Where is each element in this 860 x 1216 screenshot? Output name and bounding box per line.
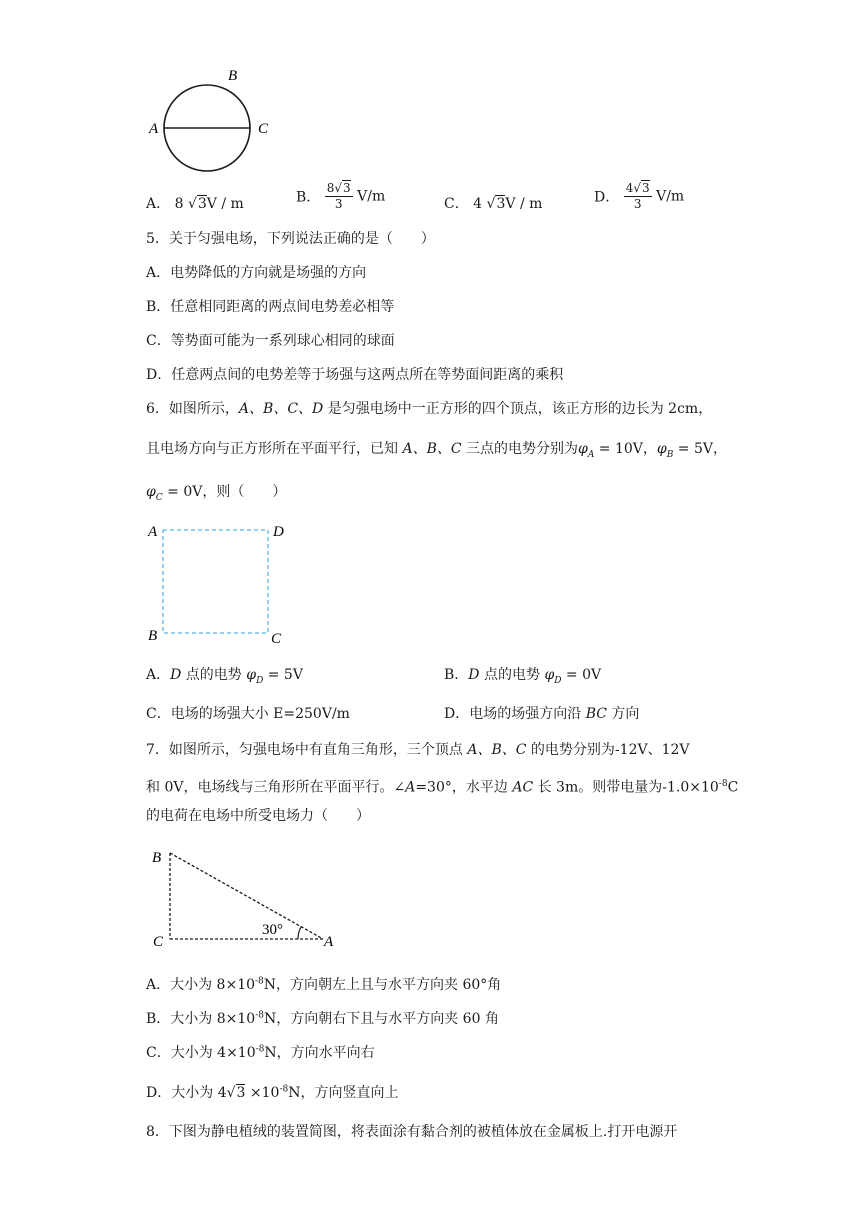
q4-option-b[interactable] (296, 181, 385, 212)
q5-option-b[interactable]: B．任意相同距离的两点间电势差必相等 (146, 299, 395, 315)
q7-text: 和 0V，电场线与三角形所在平面平行。∠ (146, 779, 406, 796)
q7-option-d-text: D．大小为 (146, 1085, 218, 1101)
angle-arc (298, 927, 301, 939)
triangle-angle-label: 30° (262, 922, 283, 938)
sqrt-icon: √ (486, 196, 496, 212)
triangle-figure (145, 843, 345, 953)
q4-option-b-unit: V/m (357, 188, 386, 205)
phi-subscript-d: D (554, 675, 562, 686)
q7-option-a-exponent: -8 (255, 976, 264, 987)
circle-label-c: C (258, 121, 269, 137)
q4-option-a[interactable] (146, 193, 244, 213)
q7-text: C (727, 779, 739, 796)
q7-option-b[interactable] (146, 1008, 499, 1028)
q6-option-d-line: BC (585, 706, 607, 722)
q4-option-d-num-coef: 4 (625, 181, 634, 195)
q6-text: 三点的电势分别为 (461, 441, 579, 457)
q7-option-b-text: B．大小为 8×10 (146, 1011, 256, 1027)
q6-stem-line3 (146, 482, 286, 508)
q5-option-d[interactable]: D．任意两点间的电势差等于场强与这两点所在等势面间距离的乘积 (146, 367, 564, 383)
q7-option-c-text: N，方向水平向右 (264, 1045, 375, 1061)
q4-option-d-den: 3 (633, 197, 642, 211)
q4-option-b-fraction (325, 181, 353, 212)
q7-text: =30°，水平边 (415, 779, 513, 796)
triangle-label-b: B (152, 850, 162, 866)
phi-symbol: φ (146, 484, 156, 500)
q6-text: 6．如图所示， (146, 401, 239, 417)
q7-option-c[interactable] (146, 1042, 375, 1062)
triangle-label-c: C (153, 934, 164, 950)
q6-option-a-label: A． (146, 667, 171, 683)
q4-option-d-unit: V/m (656, 188, 685, 205)
square-figure (140, 516, 300, 648)
square-label-a: A (148, 524, 158, 540)
q7-option-a-text: A．大小为 8×10 (146, 977, 256, 993)
q6-option-d-text: D．电场的场强方向沿 (444, 706, 586, 722)
phi-value-b: = 5V， (673, 441, 727, 457)
q6-option-d-text: 方向 (606, 706, 640, 722)
q7-stem-line1 (146, 740, 690, 760)
q7-option-a[interactable] (146, 974, 501, 994)
q7-option-b-text: N，方向朝右下且与水平方向夹 60 角 (263, 1011, 499, 1027)
q4-option-d-num-rad: 3 (641, 181, 650, 195)
phi-symbol: φ (246, 667, 257, 683)
q6-points: A、B、C、D (238, 401, 324, 417)
q7-text: 长 3m。则带电量为-1.0×10 (533, 779, 719, 796)
q5-option-a[interactable]: A．电势降低的方向就是场强的方向 (146, 265, 367, 281)
q7-option-d-coef: 4 (217, 1085, 227, 1101)
q4-option-c-unit: V / m (505, 196, 543, 212)
q7-option-a-text: N，方向朝左上且与水平方向夹 60°角 (263, 977, 502, 993)
square-outline (163, 530, 268, 633)
q7-exponent: -8 (718, 779, 728, 789)
q4-option-a-label: A． (146, 196, 171, 212)
q6-option-d[interactable] (444, 703, 639, 723)
q4-option-a-rad: 3 (197, 196, 207, 212)
q7-option-b-exponent: -8 (255, 1010, 264, 1021)
sqrt-icon: √ (226, 1085, 236, 1101)
q6-option-b-text: 点的电势 (479, 667, 545, 683)
q7-option-d-text: ×10 (245, 1085, 280, 1101)
q5-stem: 5．关于匀强电场，下列说法正确的是（ ） (146, 231, 435, 247)
q4-option-b-label: B． (296, 189, 321, 206)
q7-option-c-text: C．大小为 4×10 (146, 1045, 256, 1061)
q6-option-b-label: B． (444, 667, 469, 683)
q6-option-b-point: D (468, 667, 480, 683)
q4-option-c[interactable] (444, 193, 542, 213)
q4-option-d-label: D． (594, 189, 620, 206)
triangle-side-ba (170, 853, 323, 939)
q7-stem-line2 (146, 774, 738, 798)
circle-label-a: A (149, 121, 159, 137)
q4-option-d-fraction (624, 181, 652, 212)
q7-option-c-exponent: -8 (255, 1044, 265, 1055)
q6-text: ，则（ ） (202, 484, 287, 500)
sqrt-icon: √ (633, 181, 641, 195)
square-label-c: C (271, 631, 282, 647)
triangle-label-a: A (324, 934, 334, 950)
q6-option-a[interactable] (146, 664, 303, 686)
q7-option-d-exponent: -8 (279, 1084, 289, 1095)
q7-option-d-text: N，方向竖直向上 (288, 1085, 399, 1101)
q7-text: 的电势分别为-12V、12V (526, 742, 690, 758)
q6-option-a-text: 点的电势 (181, 667, 247, 683)
q7-side: AC (512, 779, 534, 796)
q6-option-b-value: = 0V (561, 667, 602, 683)
q7-option-d-rad: 3 (236, 1085, 246, 1101)
q8-stem-line1: 8．下图为静电植绒的装置简图，将表面涂有黏合剂的被植体放在金属板上.打开电源开 (146, 1124, 678, 1140)
q6-option-b[interactable] (444, 664, 601, 686)
square-label-b: B (148, 628, 158, 644)
q4-option-b-den: 3 (334, 197, 343, 211)
q4-option-c-label: C． (444, 196, 469, 212)
circle-label-b: B (228, 68, 238, 84)
circle-figure (140, 60, 280, 180)
q4-option-c-rad: 3 (496, 196, 506, 212)
phi-subscript-c: C (155, 492, 163, 503)
q4-option-c-coef: 4 (473, 196, 483, 212)
q6-stem-line1 (146, 399, 712, 419)
phi-value-a: = 10V， (594, 441, 657, 457)
sqrt-icon: √ (334, 181, 343, 195)
q7-stem-line3: 的电荷在电场中所受电场力（ ） (146, 808, 370, 824)
q4-option-b-num-rad: 3 (343, 181, 351, 195)
square-label-d: D (273, 524, 284, 540)
sqrt-icon: √ (187, 196, 197, 212)
phi-symbol: φ (578, 441, 588, 457)
phi-subscript-d: D (256, 675, 264, 686)
q4-option-a-coef: 8 (174, 196, 184, 212)
phi-subscript-b: B (666, 449, 674, 460)
q6-option-a-value: = 5V (263, 667, 303, 683)
q7-angle-vertex: A (405, 779, 416, 796)
phi-symbol: φ (544, 667, 555, 683)
q6-option-a-point: D (170, 667, 182, 683)
q6-text: 且电场方向与正方形所在平面平行，已知 (146, 441, 403, 457)
q4-option-d[interactable] (594, 181, 684, 212)
phi-symbol: φ (656, 441, 667, 457)
q7-text: 7．如图所示，匀强电场中有直角三角形，三个顶点 (146, 742, 468, 758)
q6-points: A、B、C (402, 441, 462, 457)
phi-value-c: = 0V (162, 484, 203, 500)
q7-points: A、B、C (467, 742, 527, 758)
q4-option-b-num-coef: 8 (326, 181, 335, 195)
q4-option-a-unit: V / m (206, 196, 244, 212)
q7-option-d[interactable] (146, 1082, 398, 1102)
phi-subscript-a: A (587, 449, 595, 460)
q5-option-c[interactable]: C．等势面可能为一系列球心相同的球面 (146, 333, 395, 349)
q6-option-c[interactable]: C．电场的场强大小 E=250V/m (146, 706, 350, 722)
q6-stem-line2 (146, 439, 727, 465)
q6-text: 是匀强电场中一正方形的四个顶点，该正方形的边长为 2cm， (323, 401, 713, 417)
